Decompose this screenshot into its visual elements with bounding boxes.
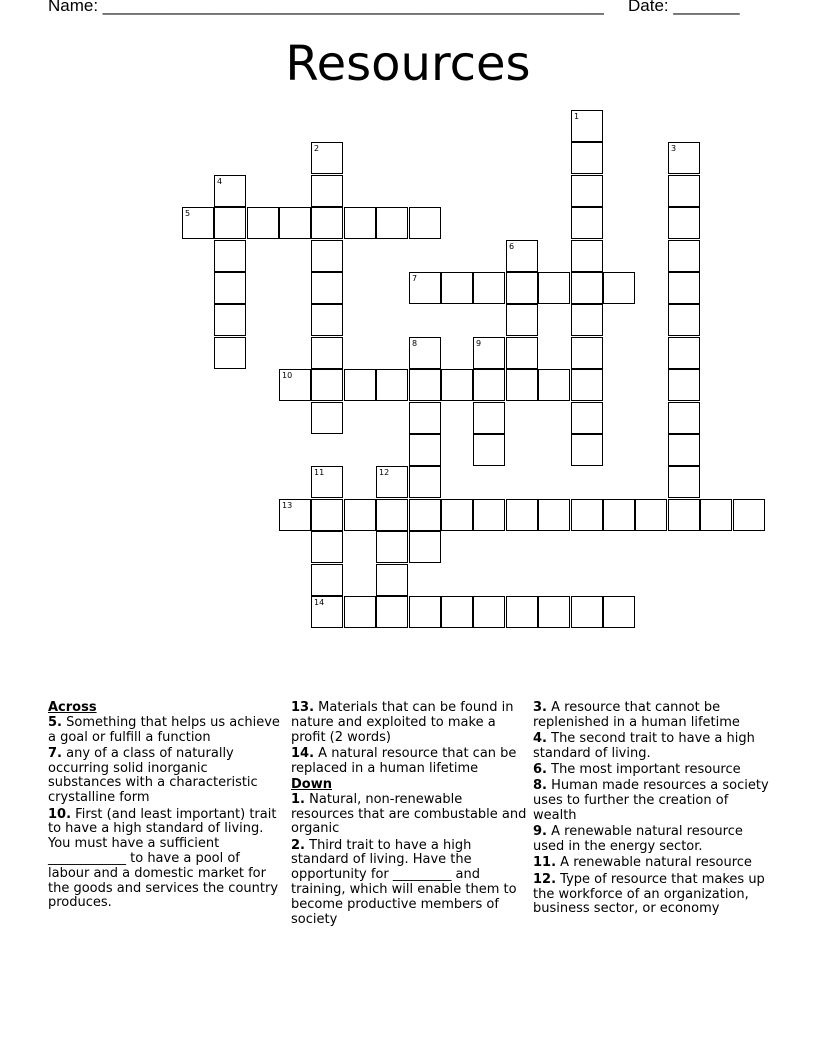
crossword-cell[interactable] [603, 499, 635, 531]
crossword-cell[interactable] [409, 207, 441, 239]
crossword-cell[interactable] [506, 337, 538, 369]
clue-across-7: 7. any of a class of naturally occurring solid inorganic substances with a characteristic crystalline form [48, 745, 258, 806]
crossword-cell[interactable] [571, 304, 603, 336]
crossword-cell[interactable] [668, 304, 700, 336]
clue-down-12: 12. Type of resource that makes up the workforce of an organization, business sector, or economy [533, 871, 765, 917]
crossword-cell[interactable] [603, 272, 635, 304]
crossword-cell[interactable] [409, 531, 441, 563]
crossword-cell[interactable] [603, 596, 635, 628]
crossword-cell[interactable] [506, 304, 538, 336]
crossword-cell[interactable] [571, 175, 603, 207]
crossword-cell[interactable] [506, 272, 538, 304]
clue-number: 5 [185, 209, 191, 218]
crossword-cell[interactable] [214, 240, 246, 272]
crossword-cell[interactable] [311, 466, 343, 498]
crossword-cell[interactable] [571, 369, 603, 401]
across-heading: Across [48, 700, 97, 715]
crossword-cell[interactable] [311, 337, 343, 369]
crossword-cell[interactable] [668, 240, 700, 272]
date-label[interactable]: Date: _______ [628, 0, 740, 15]
crossword-cell[interactable] [279, 499, 311, 531]
crossword-cell[interactable] [409, 434, 441, 466]
clue-number: 6 [509, 242, 515, 251]
clues-column-2 [291, 701, 527, 929]
crossword-cell[interactable] [311, 402, 343, 434]
clue-down-1: 1. Natural, non-renewable resources that are combustable and organic [291, 791, 527, 837]
crossword-cell[interactable] [409, 596, 441, 628]
crossword-cell[interactable] [473, 499, 505, 531]
crossword-cell[interactable] [376, 369, 408, 401]
crossword-cell[interactable] [571, 142, 603, 174]
crossword-cell[interactable] [344, 596, 376, 628]
clue-down-2: 2. Third trait to have a high standard of living. Have the opportunity for _________ and training, which will enable them to become productive members of society [291, 837, 517, 927]
crossword-cell[interactable] [473, 272, 505, 304]
crossword-cell[interactable] [214, 337, 246, 369]
crossword-cell[interactable] [344, 499, 376, 531]
crossword-cell[interactable] [473, 337, 505, 369]
clue-number: 14 [314, 598, 325, 607]
clue-down-8: 8. Human made resources a society uses to further the creation of wealth [533, 778, 769, 824]
crossword-cell[interactable] [571, 240, 603, 272]
crossword-cell[interactable] [571, 402, 603, 434]
crossword-cell[interactable] [668, 434, 700, 466]
crossword-cell[interactable] [538, 499, 570, 531]
crossword-cell[interactable] [376, 499, 408, 531]
crossword-cell[interactable] [506, 369, 538, 401]
crossword-cell[interactable] [668, 369, 700, 401]
crossword-cell[interactable] [311, 564, 343, 596]
crossword-cell[interactable] [311, 304, 343, 336]
crossword-cell[interactable] [409, 402, 441, 434]
crossword-cell[interactable] [311, 499, 343, 531]
crossword-cell[interactable] [473, 434, 505, 466]
clue-number: 1 [574, 112, 580, 121]
clue-number: 11 [314, 468, 325, 477]
crossword-cell[interactable] [571, 596, 603, 628]
crossword-cell[interactable] [376, 466, 408, 498]
crossword-cell[interactable] [571, 207, 603, 239]
clue-down-3: 3. A resource that cannot be replenished in a human lifetime [533, 700, 740, 730]
crossword-cell[interactable] [733, 499, 765, 531]
crossword-cell[interactable] [376, 564, 408, 596]
clue-number: 7 [412, 274, 418, 283]
crossword-cell[interactable] [214, 304, 246, 336]
page-title: Resources [285, 36, 531, 92]
crossword-cell[interactable] [473, 369, 505, 401]
crossword-cell[interactable] [279, 207, 311, 239]
clues-column-1 [48, 701, 284, 913]
crossword-cell[interactable] [571, 272, 603, 304]
clue-down-9: 9. A renewable natural resource used in the energy sector. [533, 824, 743, 855]
crossword-cell[interactable] [571, 434, 603, 466]
clue-down-11: 11. A renewable natural resource [533, 855, 752, 871]
crossword-cell[interactable] [214, 207, 246, 239]
clue-number: 4 [217, 177, 223, 186]
crossword-cell[interactable] [409, 369, 441, 401]
crossword-cell[interactable] [311, 240, 343, 272]
crossword-cell[interactable] [441, 596, 473, 628]
clue-number: 8 [412, 339, 418, 348]
clue-number: 13 [282, 501, 293, 510]
crossword-cell[interactable] [409, 466, 441, 498]
crossword-cell[interactable] [571, 337, 603, 369]
crossword-cell[interactable] [376, 531, 408, 563]
crossword-cell[interactable] [668, 272, 700, 304]
crossword-cell[interactable] [376, 596, 408, 628]
crossword-cell[interactable] [279, 369, 311, 401]
crossword-cell[interactable] [506, 499, 538, 531]
crossword-cell[interactable] [668, 337, 700, 369]
clue-number: 3 [671, 144, 677, 153]
clue-number: 12 [379, 468, 390, 477]
clue-down-4: 4. The second trait to have a high standard of living. [533, 731, 755, 761]
crossword-cell[interactable] [311, 175, 343, 207]
crossword-cell[interactable] [214, 272, 246, 304]
crossword-cell[interactable] [311, 531, 343, 563]
clue-number: 2 [314, 144, 320, 153]
crossword-cell[interactable] [668, 207, 700, 239]
crossword-cell[interactable] [538, 272, 570, 304]
crossword-cell[interactable] [441, 272, 473, 304]
clue-across-10: 10. First (and least important) trait to have a high standard of living. You must have a sufficient ____________ to have a pool of labour and a domestic market for the goods and services the country produces. [48, 806, 279, 911]
crossword-cell[interactable] [506, 596, 538, 628]
crossword-cell[interactable] [441, 499, 473, 531]
crossword-cell[interactable] [311, 369, 343, 401]
crossword-cell[interactable] [441, 369, 473, 401]
crossword-cell[interactable] [668, 499, 700, 531]
crossword-cell[interactable] [311, 207, 343, 239]
crossword-cell[interactable] [668, 175, 700, 207]
crossword-cell[interactable] [182, 207, 214, 239]
crossword-cell[interactable] [538, 369, 570, 401]
clue-down-6: 6. The most important resource [533, 762, 741, 778]
crossword-cell[interactable] [311, 596, 343, 628]
crossword-cell[interactable] [538, 596, 570, 628]
crossword-cell[interactable] [409, 499, 441, 531]
crossword-cell[interactable] [700, 499, 732, 531]
crossword-cell[interactable] [344, 369, 376, 401]
crossword-cell[interactable] [571, 110, 603, 142]
crossword-cell[interactable] [571, 499, 603, 531]
clue-number: 9 [476, 339, 482, 348]
crossword-cell[interactable] [668, 142, 700, 174]
crossword-cell[interactable] [668, 402, 700, 434]
down-heading: Down [291, 776, 332, 792]
crossword-cell[interactable] [473, 596, 505, 628]
crossword-cell[interactable] [247, 207, 279, 239]
clue-number: 10 [282, 371, 293, 380]
crossword-cell[interactable] [376, 207, 408, 239]
crossword-cell[interactable] [214, 175, 246, 207]
clue-across-14: 14. A natural resource that can be replaced in a human lifetime [291, 745, 517, 776]
crossword-cell[interactable] [311, 272, 343, 304]
crossword-cell[interactable] [635, 499, 667, 531]
crossword-cell[interactable] [409, 337, 441, 369]
clue-across-5: 5. Something that helps us achieve a goal or fulfill a function [48, 714, 280, 745]
crossword-cell[interactable] [344, 207, 376, 239]
crossword-cell[interactable] [409, 272, 441, 304]
crossword-cell[interactable] [311, 142, 343, 174]
crossword-cell[interactable] [506, 240, 538, 272]
clue-across-13: 13. Materials that can be found in nature and exploited to make a profit (2 words) [291, 700, 514, 745]
crossword-cell[interactable] [473, 402, 505, 434]
name-label[interactable]: Name: _____________________________________________________ [48, 0, 604, 15]
crossword-cell[interactable] [668, 466, 700, 498]
clues-column-3 [533, 701, 769, 919]
